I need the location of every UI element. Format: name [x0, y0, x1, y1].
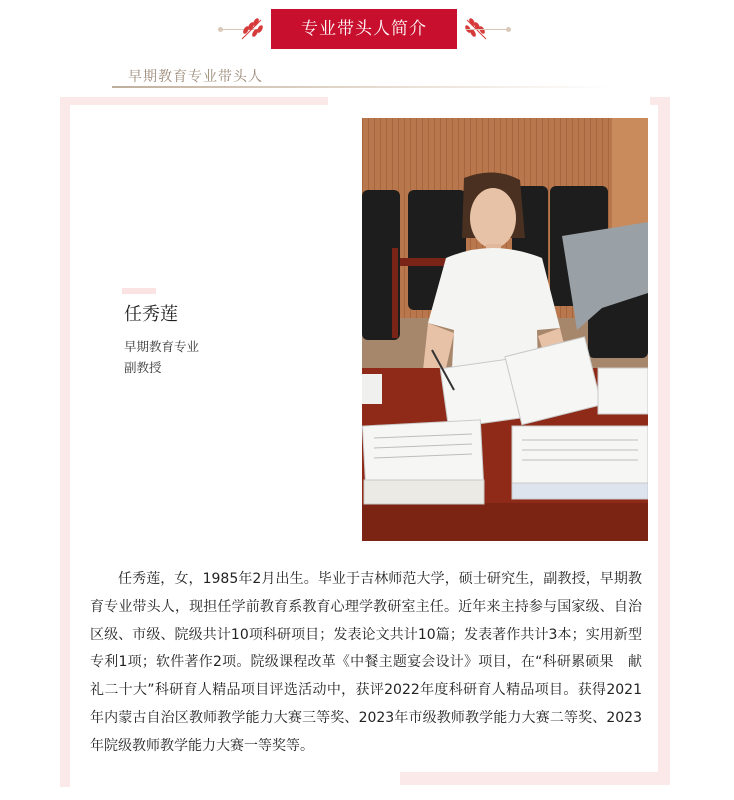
name-accent-bar — [122, 288, 156, 294]
person-name: 任秀莲 — [124, 304, 178, 325]
wheat-icon — [239, 17, 265, 41]
bio-paragraph: 任秀莲，女，1985年2月出生。毕业于吉林师范大学，硕士研究生，副教授，早期教育专业带头人，现担任学前教育系教育心理学教研室主任。近年来主持参与国家级、自治区级、市级、院级共计10项科研项目；发表论文共计10篇；发表著作共计3本；实用新型专利1项；软件著作2项。院级课程改革《中餐主题宴会设计》项目，在“科研累硕果 献礼二十大”科研育人精品项目评选活动中，获评2022年度科研育人精品项目。获得2021年内蒙古自治区教师教学能力大赛三等奖、2023年市级教师教学能力大赛二等奖、2023年院级教师教学能力大赛一等奖等。 — [90, 571, 642, 754]
subtitle-divider — [112, 86, 612, 88]
frame-left — [60, 97, 70, 787]
person-major: 早期教育专业 — [124, 339, 200, 354]
section-subtitle: 早期教育专业带头人 — [128, 69, 263, 85]
portrait-photo — [362, 118, 648, 541]
banner-right-line — [466, 29, 506, 30]
banner-left-dot — [218, 27, 223, 32]
frame-right — [658, 97, 670, 785]
frame-bottom-right — [400, 772, 670, 785]
banner-title: 专业带头人简介 — [271, 9, 457, 49]
frame-top-left — [60, 97, 328, 105]
banner-right-dot — [506, 27, 511, 32]
person-title: 副教授 — [124, 360, 162, 375]
